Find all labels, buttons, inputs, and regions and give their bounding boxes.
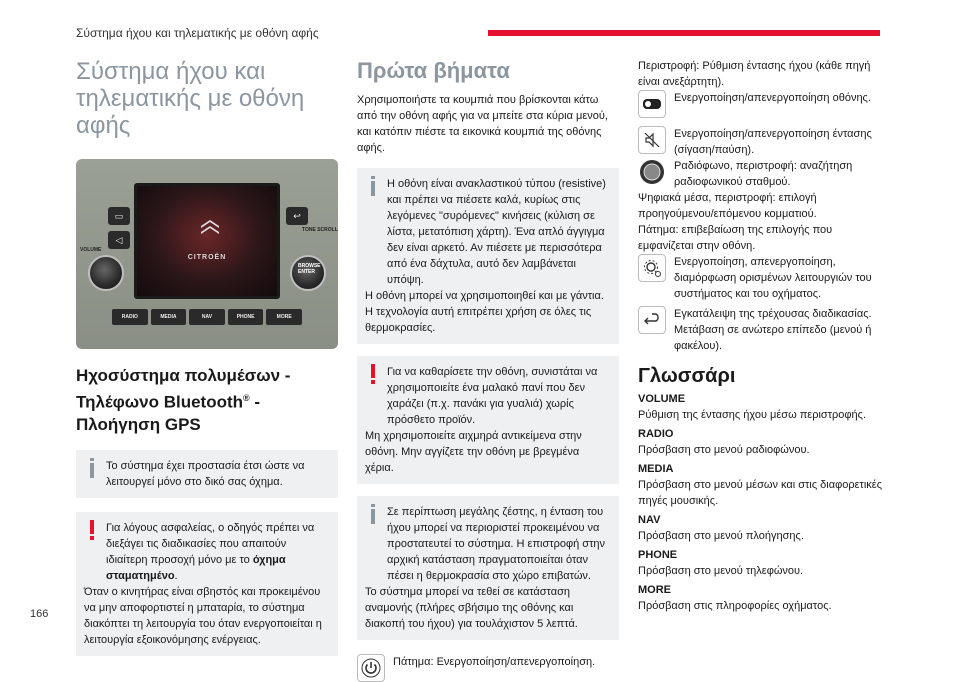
info-note-heat	[357, 496, 619, 640]
glossary-def: Πρόσβαση στο μενού μέσων και στις διαφορετικές πηγές μουσικής.	[638, 479, 883, 507]
settings-text: Ενεργοποίηση, απενεργοποίηση, διαμόρφωση ορισμένων λειτουργιών του συστήματος και του οχήματος.	[674, 256, 872, 300]
head-unit-image	[76, 159, 338, 349]
glossary-term: MEDIA	[638, 463, 674, 475]
info-icon	[367, 176, 379, 196]
mute-text: Ενεργοποίηση/απενεργοποίηση έντασης (σίγαση/παύση).	[674, 128, 872, 156]
cleaning-note-text-a: Για να καθαρίσετε την οθόνη, συνιστάται να χρησιμοποιείτε ένα μαλακό πανί που δεν χαράζει (π.χ. πανάκι για γυαλιά) χωρίς πρόσθετο προϊόν.	[387, 366, 598, 426]
glossary-def: Πρόσβαση στο μενού τηλεφώνου.	[638, 565, 804, 577]
more-button: MORE	[266, 309, 302, 325]
page-number: 166	[30, 608, 49, 620]
glossary-def: Πρόσβαση στο μενού πλοήγησης.	[638, 530, 804, 542]
info-note	[76, 450, 338, 498]
knob-icon	[638, 158, 666, 186]
knob-row	[638, 158, 888, 190]
glossary-term: MORE	[638, 584, 671, 596]
info-note-screen	[357, 168, 619, 344]
power-row	[357, 654, 619, 682]
mute-icon	[638, 126, 666, 154]
settings-row	[638, 254, 888, 302]
glossary-term: NAV	[638, 514, 661, 526]
subtitle-part-2: - Πλοήγηση GPS	[76, 392, 261, 434]
power-text: Πάτημα: Ενεργοποίηση/απενεργοποίηση.	[393, 656, 596, 668]
device-screen	[134, 183, 280, 299]
phone-button: PHONE	[228, 309, 264, 325]
brand-name: CITROËN	[187, 254, 227, 261]
column-2	[357, 58, 619, 682]
back-text: Εγκατάλειψη της τρέχουσας διαδικασίας. Μετάβαση σε ανώτερο επίπεδο (μενού ή φακέλου).	[674, 308, 872, 352]
device-buttons-row	[112, 309, 302, 325]
info-icon	[367, 504, 379, 524]
warning-note	[76, 512, 338, 656]
warning-icon	[367, 364, 379, 384]
screen-note-text-a: Η οθόνη είναι ανακλαστικού τύπου (resistive) και πρέπει να πιέσετε καλά, κυρίως στις λεγόμενες "συρόμενες" κινήσεις (κύλιση σε λίστα, μετατόπιση χάρτη). Ένα απλό άγγιγμα δεν είναι αρκετό. Αν πιέσετε με περισσότερα από ένα δάχτυλα, αυτό δεν λαμβάνεται υπόψη.	[387, 178, 606, 286]
settings-icon	[638, 254, 666, 282]
browse-label: BROWSE ENTER	[298, 263, 321, 275]
warning-text-bold: όχημα σταματημένο	[106, 553, 286, 582]
volume-label: VOLUME	[80, 247, 102, 253]
media-knob-text: Ψηφιακά μέσα, περιστροφή: επιλογή προηγούμενου/επόμενου κομματιού.	[638, 192, 817, 220]
info-note-text: Το σύστημα έχει προστασία έτσι ώστε να λειτουργεί μόνο στο δικό σας όχημα.	[106, 459, 305, 488]
warning-icon	[86, 520, 98, 540]
back-button: ↩	[286, 207, 308, 225]
warning-note-cleaning	[357, 356, 619, 484]
header-title: Σύστημα ήχου και τηλεματικής με οθόνη αφής	[76, 26, 319, 40]
glossary-title: Γλωσσάρι	[638, 365, 736, 387]
radio-knob-text: Ραδιόφωνο, περιστροφή: αναζήτηση ραδιοφωνικού σταθμού.	[674, 160, 853, 188]
heat-note-text-a: Σε περίπτωση μεγάλης ζέστης, η ένταση του ήχου μπορεί να περιοριστεί προκειμένου να προστατευτεί το σύστημα. Η επιστροφή στην αρχική κατάσταση πραγματοποιείται όταν πέσει η θερμοκρασία στο χώρο επιβατών.	[387, 506, 606, 582]
glossary-def: Πρόσβαση στο μενού ραδιοφώνου.	[638, 444, 810, 456]
heat-note-text-b: Το σύστημα μπορεί να τεθεί σε κατάσταση αναμονής (πλήρες σβήσιμο της οθόνης και διακοπή του ήχου) για τουλάχιστον 5 λεπτά.	[365, 586, 578, 630]
registered-mark: ®	[243, 393, 250, 403]
screen-toggle-text: Ενεργοποίηση/απενεργοποίηση οθόνης.	[674, 92, 871, 104]
warning-text-b: .	[174, 569, 178, 582]
tone-label: TONE SCROLL	[302, 227, 338, 233]
glossary-list	[638, 392, 888, 614]
power-icon	[357, 654, 385, 682]
cleaning-note-text-b: Μη χρησιμοποιείτε αιχμηρά αντικείμενα στην οθόνη. Μην αγγίζετε την οθόνη με βρεγμένα χέρια.	[365, 430, 582, 474]
back-arrow-icon	[638, 306, 666, 334]
back-row	[638, 306, 888, 354]
glossary-def: Ρύθμιση της έντασης ήχου μέσω περιστροφής.	[638, 409, 867, 421]
glossary-term: VOLUME	[638, 393, 686, 405]
warning-note-text	[106, 520, 330, 584]
info-icon	[86, 458, 98, 478]
subtitle-part-1: Ηχοσύστημα πολυμέσων - Τηλέφωνο Bluetooth	[76, 366, 291, 412]
screen-toggle-icon	[638, 90, 666, 118]
mute-button: ◁	[108, 231, 130, 249]
section-subtitle	[76, 365, 338, 436]
first-steps-title: Πρώτα βήματα	[357, 58, 510, 83]
glossary-term: RADIO	[638, 428, 674, 440]
column-3	[638, 58, 888, 614]
header-accent-bar	[488, 30, 880, 36]
page-title: Σύστημα ήχου και τηλεματικής με οθόνη αφής	[76, 58, 305, 139]
mute-row	[638, 126, 888, 158]
media-button: MEDIA	[151, 309, 187, 325]
glossary-def: Πρόσβαση στις πληροφορίες οχήματος.	[638, 600, 832, 612]
warning-text-c: Όταν ο κινητήρας είναι σβηστός και προκειμένου να μην αποφορτιστεί η μπαταρία, το σύστημα διακόπτει τη λειτουργία του όταν ενεργοποιείται η λειτουργία εξοικονόμησης ενέργειας.	[84, 585, 322, 646]
column-1	[76, 58, 338, 656]
glossary-term: PHONE	[638, 549, 678, 561]
screen-toggle-row	[638, 90, 888, 118]
radio-button: RADIO	[112, 309, 148, 325]
rotate-text: Περιστροφή: Ρύθμιση έντασης ήχου (κάθε πηγή είναι ανεξάρτητη).	[638, 60, 871, 88]
warning-text-a: Για λόγους ασφαλείας, ο οδηγός πρέπει να διεξάγει τις διαδικασίες που απαιτούν ιδιαίτερη προσοχή μόνο με το	[106, 521, 315, 566]
press-knob-text: Πάτημα: επιβεβαίωση της επιλογής που εμφανίζεται στην οθόνη.	[638, 224, 833, 252]
screen-note-text-b: Η οθόνη μπορεί να χρησιμοποιηθεί και με γάντια. Η τεχνολογία αυτή επιτρέπει χρήση σε όλες τις θερμοκρασίες.	[365, 290, 604, 334]
screen-button: ▭	[108, 207, 130, 225]
first-steps-intro: Χρησιμοποιήστε τα κουμπιά που βρίσκονται κάτω από την οθόνη αφής για να μπείτε στα κύρια μενού, και κατόπιν πιέστε τα εικονικά κουμπιά της οθόνης αφής.	[357, 94, 608, 154]
nav-button: NAV	[189, 309, 225, 325]
volume-knob	[88, 255, 124, 291]
brand-logo-icon	[199, 216, 221, 238]
